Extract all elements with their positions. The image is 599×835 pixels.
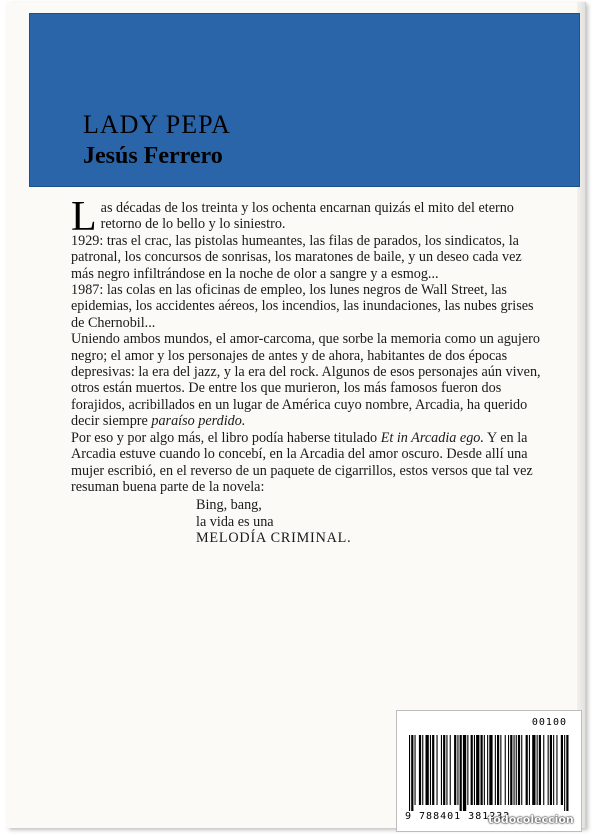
barcode-bar: [510, 735, 512, 805]
barcode-graphic: [407, 735, 571, 811]
barcode-bar: [500, 735, 501, 805]
blurb-paragraph-4: [71, 331, 541, 429]
barcode-bar: [481, 735, 483, 805]
blurb-paragraph-1: [71, 194, 541, 240]
barcode-bar: [505, 735, 506, 805]
barcode-bar: [508, 735, 509, 805]
barcode-bar: [497, 735, 499, 805]
blurb-paragraph-3: 1987: las colas en las oficinas de empleo, los lunes negros de Wall Street, las epidemias, los accidentes aéreos, los incendios, las inundaciones, las nubes grises de Chernobil...: [71, 282, 534, 331]
barcode-bar: [516, 735, 517, 805]
barcode-bar: [409, 735, 410, 811]
barcode-bar: [484, 735, 485, 805]
barcode-bar: [548, 735, 549, 805]
blurb-paragraph-5-text-b: Y en la Arcadia estuve cuando lo concebí, en la Arcadia del amor oscuro. Desde allí una mujer escribió, en el reverso de un paquete de cigarrillos, estos versos que tal vez resuman buena parte de la novela:: [71, 429, 533, 495]
barcode-bar: [430, 735, 431, 805]
verse-block: [196, 497, 541, 546]
barcode-bar: [514, 735, 515, 805]
barcode-bar: [526, 735, 528, 805]
barcode-bar: [454, 735, 456, 805]
blurb-text: [71, 194, 541, 547]
verse-line-3: MELODÍA CRIMINAL.: [196, 530, 352, 547]
barcode-bar: [415, 735, 416, 805]
drop-cap: L: [71, 194, 97, 240]
verse-line-2: la vida es una: [196, 513, 274, 530]
price-code: 00100: [531, 717, 567, 728]
barcode-bar: [422, 735, 423, 805]
barcode-bar: [474, 735, 475, 805]
barcode-bar: [495, 735, 496, 805]
barcode-bar: [489, 735, 492, 805]
book-author: Jesús Ferrero: [83, 143, 223, 169]
barcode-bar: [463, 735, 466, 811]
barcode-bar: [529, 735, 530, 805]
barcode-bar: [476, 735, 479, 805]
barcode-bar: [460, 735, 462, 811]
blurb-paragraph-5: [71, 430, 541, 496]
barcode-bar: [532, 735, 535, 805]
watermark-logo: todocoleccion: [488, 813, 574, 826]
barcode-bar: [457, 735, 458, 805]
blurb-paragraph-5-text-a: Por eso y por algo más, el libro podía haberse titulado: [71, 429, 378, 446]
barcode-bar: [556, 735, 557, 805]
blurb-paragraph-4-text: Uniendo ambos mundos, el amor-carcoma, que sorbe la memoria como un agujero negro; el amor y los personajes de antes y de ahora, habitantes de dos épocas depresivas: la era del jazz, y la era del rock. Algunos de esos personajes aún viven, otros están muertos. De entre los que murieron, los más famosos fueron dos forajidos, acribillados en un lugar de América cuyo nombre, Arcadia, ha querido decir siempre: [71, 331, 541, 430]
barcode-bar: [564, 735, 565, 811]
blurb-paragraph-5-italic: Et in Arcadia ego.: [380, 429, 484, 446]
barcode-bar: [419, 735, 421, 805]
barcode-bar: [487, 735, 488, 805]
barcode-bar: [437, 735, 438, 805]
barcode-bar: [553, 735, 554, 805]
barcode-bar: [539, 735, 541, 805]
blurb-paragraph-4-italic: paraíso perdido.: [151, 413, 246, 430]
verse-line-1: Bing, bang,: [196, 497, 262, 514]
blurb-paragraph-1-text: as décadas de los treinta y los ochenta encarnan quizás el mito del eterno retorno de lo bello y lo siniestro.: [100, 200, 514, 233]
barcode-bar: [543, 735, 544, 805]
barcode-bar: [561, 735, 563, 805]
barcode-bar: [426, 735, 429, 805]
isbn-number: 9 788401 381232: [405, 811, 511, 822]
barcode-bar: [446, 735, 447, 805]
barcode-bar: [471, 735, 473, 805]
barcode-bar: [566, 735, 568, 811]
blurb-paragraph-2: 1929: tras el crac, las pistolas humeantes, las filas de parados, los sindicatos, la patronal, los concursos de sonrisas, los maratones de baile, y un deseo cada vez más negro infiltrándose en la noche de olor a sangre y a esmog...: [71, 232, 522, 282]
barcode-bar: [443, 735, 445, 805]
barcode-bar: [518, 735, 520, 805]
barcode-bar: [450, 735, 451, 805]
barcode-bar: [411, 735, 413, 811]
barcode-bar: [521, 735, 522, 805]
barcode-bar: [537, 735, 538, 805]
barcode-bar: [550, 735, 552, 805]
barcode-bar: [432, 735, 434, 805]
barcode-bar: [441, 735, 442, 805]
barcode-bar: [467, 735, 468, 805]
book-title: LADY PEPA: [83, 110, 231, 139]
